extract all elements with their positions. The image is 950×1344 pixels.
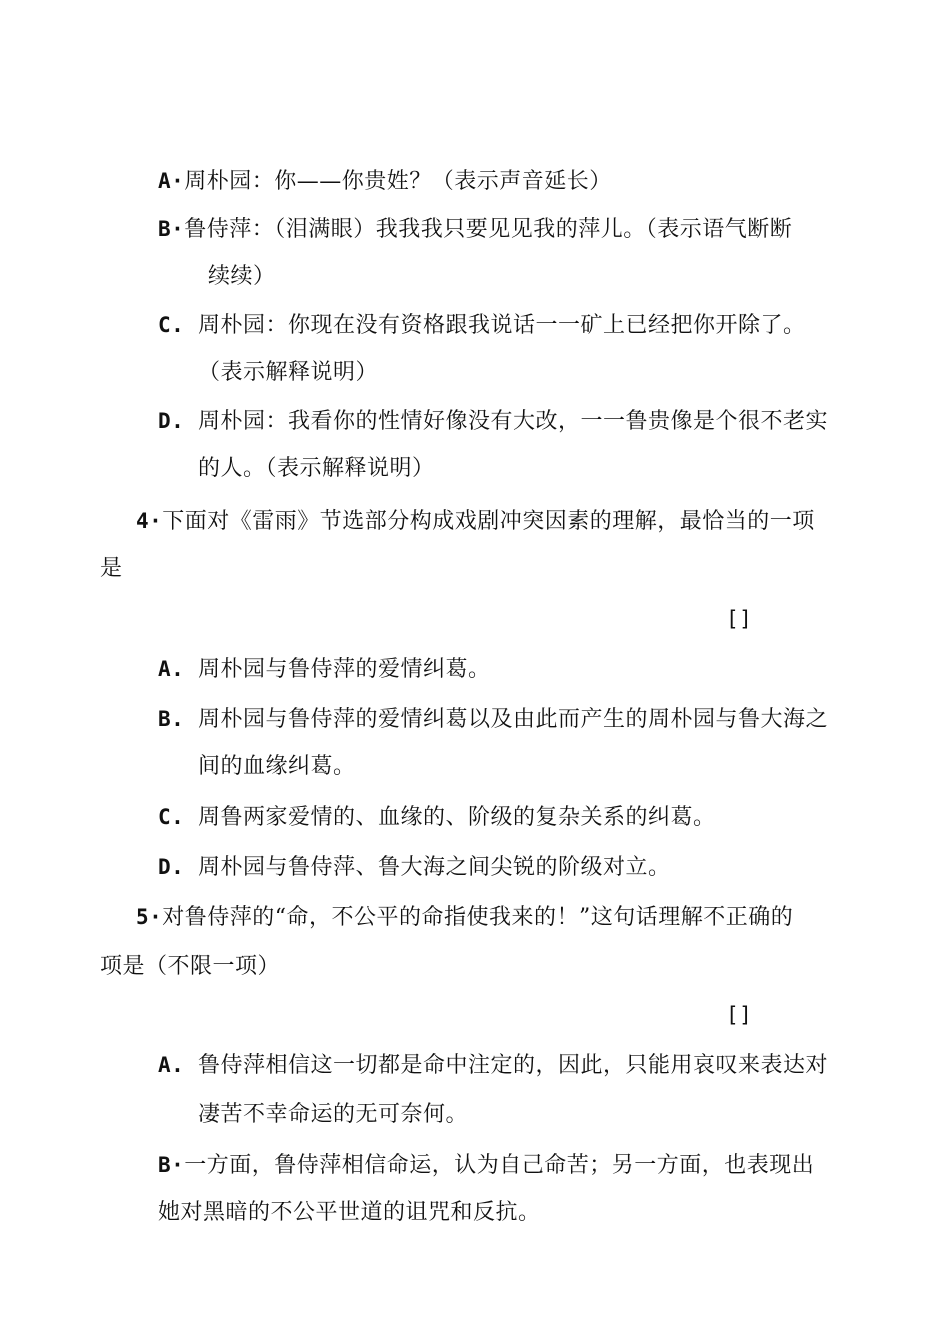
q5-option-a [158,1050,828,1080]
q4-stem-cont [100,554,123,584]
option-text: 周朴园与鲁侍萍的爱情纠葛。 [198,657,491,682]
option-text: 一方面，鲁侍萍相信命运，认为自己命苦；另一方面，也表现出 [184,1153,815,1178]
option-text: 凄苦不幸命运的无可奈何。 [198,1102,469,1127]
option-text: （表示解释说明） [198,360,379,385]
question-number: 5· [136,905,163,929]
q3-option-c-cont [198,358,378,388]
q5-option-a-cont [198,1100,468,1130]
q4-option-a [158,654,491,684]
option-label: A. [158,1053,185,1077]
q5-answer-bracket: [] [726,1003,753,1027]
option-label: C. [158,313,185,337]
option-text: 鲁侍萍相信这一切都是命中注定的，因此，只能用哀叹来表达对 [198,1053,829,1078]
question-text: 是 [100,556,123,581]
option-text: 周鲁两家爱情的、血缘的、阶级的复杂关系的纠葛。 [198,805,716,830]
option-label: B. [158,707,185,731]
q4-stem [136,506,815,536]
option-label: B· [158,1153,185,1177]
question-text: 项是（不限一项） [100,954,281,979]
option-label: D. [158,855,185,879]
option-text: 续续） [208,264,276,289]
option-text: 间的血缘纠葛。 [198,754,356,779]
option-label: B· [158,217,185,241]
option-text: 周朴园：你现在没有资格跟我说话一一矿上已经把你开除了。 [198,313,806,338]
q4-option-d [158,852,671,882]
option-label: D. [158,409,185,433]
q5-stem-cont [100,952,280,982]
q4-option-b [158,704,828,734]
q4-option-b-cont [198,752,356,782]
q3-option-b-cont [208,262,276,292]
question-text: 下面对《雷雨》节选部分构成戏剧冲突因素的理解，最恰当的一项 [162,509,815,534]
q4-answer-bracket: [] [726,607,753,631]
q3-option-b [158,214,792,244]
option-label: C. [158,805,185,829]
question-text: 对鲁侍萍的“命，不公平的命指使我来的！”这句话理解不正确的 [162,905,794,930]
q5-option-b-cont [158,1198,541,1228]
q5-stem [136,902,793,932]
q4-option-c [158,802,716,832]
option-text: 周朴园与鲁侍萍、鲁大海之间尖锐的阶级对立。 [198,855,671,880]
option-text: 周朴园：我看你的性情好像没有大改，一一鲁贵像是个很不老实 [198,409,829,434]
q3-option-d-cont [198,454,435,484]
q3-option-d [158,406,828,436]
q5-option-b [158,1150,814,1180]
option-label: A. [158,657,185,681]
option-text: 她对黑暗的不公平世道的诅咒和反抗。 [158,1200,541,1225]
option-text: 鲁侍萍：（泪满眼）我我我只要见见我的萍儿。（表示语气断断 [184,217,793,242]
option-label: A· [158,169,185,193]
question-number: 4· [136,509,163,533]
q3-option-a [158,166,612,196]
option-text: 的人。（表示解释说明） [198,456,435,481]
option-text: 周朴园：你——你贵姓？（表示声音延长） [184,169,612,194]
q3-option-c [158,310,806,340]
option-text: 周朴园与鲁侍萍的爱情纠葛以及由此而产生的周朴园与鲁大海之 [198,707,829,732]
